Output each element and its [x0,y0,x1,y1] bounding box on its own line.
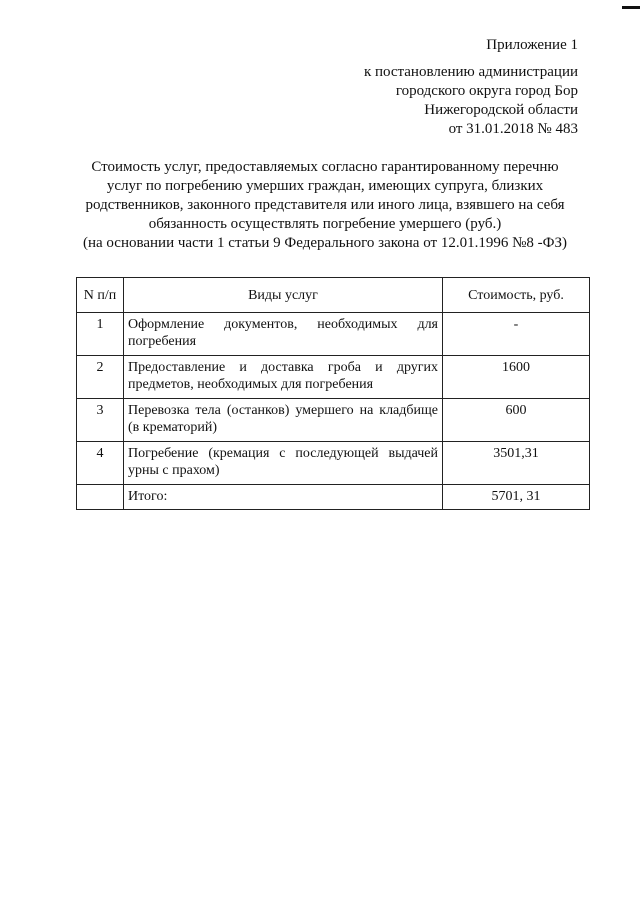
total-row [77,485,590,510]
table-row [77,399,590,442]
document-header [364,36,578,139]
table-row [77,356,590,399]
row-num: 3 [77,399,124,442]
header-line: от 31.01.2018 № 483 [448,121,578,137]
title-line: Стоимость услуг, предоставляемых согласно гарантированному перечню [91,159,559,175]
row-service: Предоставление и доставка гроба и других предметов, необходимых для погребения [124,356,443,399]
title-line: услуг по погребению умерших граждан, имеющих супруга, близких [106,178,544,194]
header-line: к постановлению администрации [363,64,578,80]
row-service: Перевозка тела (останков) умершего на кладбище (в крематорий) [124,399,443,442]
row-price: 3501,31 [443,442,590,485]
table-row [77,313,590,356]
row-price: 1600 [443,356,590,399]
row-price: 600 [443,399,590,442]
title-line: (на основании части 1 статьи 9 Федерального закона от 12.01.1996 №8 -ФЗ) [83,235,567,251]
row-service: Оформление документов, необходимых для погребения [124,313,443,356]
appendix-label: Приложение 1 [486,37,578,53]
document-title [40,158,610,253]
total-num-cell [77,485,124,510]
title-line: родственников, законного представителя или иного лица, взявшего на себя [85,197,565,213]
header-price: Стоимость, руб. [443,278,590,313]
row-num: 2 [77,356,124,399]
total-label: Итого: [124,485,443,510]
header-line: Нижегородской области [424,102,578,118]
title-line: обязанность осуществлять погребение умершего (руб.) [148,216,502,232]
services-table [76,277,590,510]
row-price: - [443,313,590,356]
header-num: N п/п [77,278,124,313]
corner-mark [622,6,640,9]
row-num: 4 [77,442,124,485]
table-header-row [77,278,590,313]
row-service: Погребение (кремация с последующей выдачей урны с прахом) [124,442,443,485]
table-row [77,442,590,485]
row-num: 1 [77,313,124,356]
header-name: Виды услуг [124,278,443,313]
total-price: 5701, 31 [443,485,590,510]
header-line: городского округа город Бор [395,83,578,99]
